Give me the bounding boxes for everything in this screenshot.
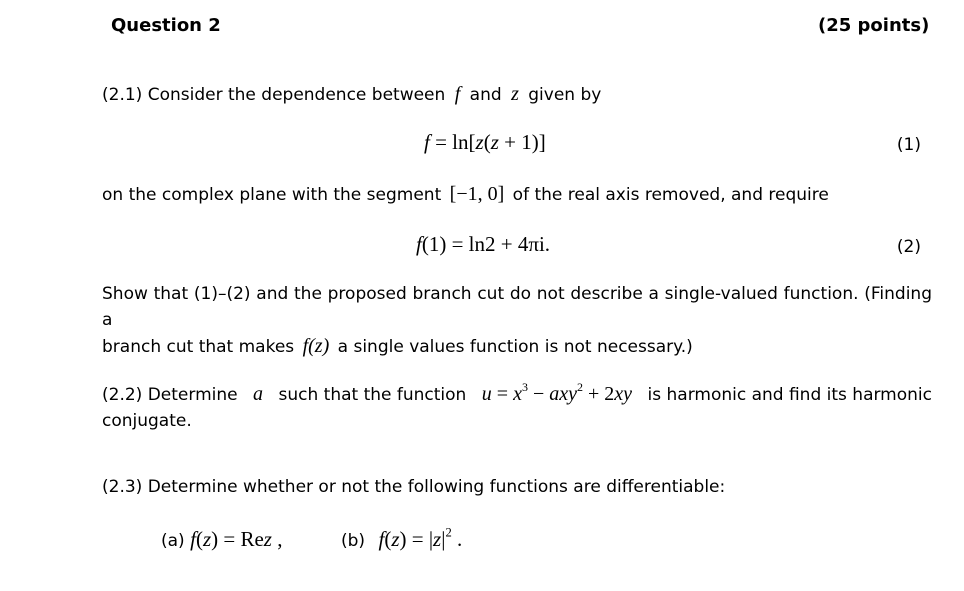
- item-b-label: (b): [341, 531, 366, 551]
- equation-2: f(1) = ln2 + 4πi.: [416, 232, 551, 256]
- show-line-1: Show that (1)–(2) and the proposed branch cut do not describe a single-valued function. (Finding a: [102, 284, 932, 330]
- var-z: z: [511, 83, 519, 105]
- show-paragraph: [102, 281, 932, 360]
- points-label: (25 points): [818, 15, 930, 36]
- equation-1: f = ln[z(z + 1)]: [424, 130, 546, 154]
- part2-line-2: conjugate.: [102, 411, 192, 431]
- function-u: $u = x^3 - axy^2 + 2xy$: [481, 380, 633, 405]
- question-title: Question 2: [111, 15, 221, 36]
- part2-paragraph: [102, 381, 932, 434]
- part3-text: (2.3) Determine whether or not the following functions are differentiable:: [102, 477, 726, 497]
- plane-text-before: on the complex plane with the segment: [102, 185, 442, 205]
- equation-1-number: (1): [896, 135, 921, 155]
- var-f: f: [454, 83, 461, 105]
- item-a: [161, 527, 282, 552]
- show-fz: f(z): [302, 335, 330, 357]
- plane-text-after: of the real axis removed, and require: [512, 185, 829, 205]
- segment-math: [−1, 0]: [449, 183, 505, 205]
- part1-intro: [102, 83, 601, 106]
- and-text: and: [469, 85, 502, 105]
- item-b-math: $f(z) = |z|^2$ .: [378, 525, 463, 551]
- part1-intro-text: (2.1) Consider the dependence between: [102, 85, 446, 105]
- item-a-math: f(z) = Rez ,: [190, 527, 283, 551]
- item-b: [341, 527, 462, 552]
- plane-text: [102, 183, 829, 206]
- var-a: a: [253, 383, 264, 405]
- given-by-text: given by: [528, 85, 602, 105]
- part2-line-1: (2.2) Determine a such that the function $u = x^3 - axy^2 + 2xy$ is harmonic and find its harmonic: [102, 380, 932, 405]
- item-a-label: (a): [161, 531, 185, 551]
- equation-2-number: (2): [896, 237, 921, 257]
- show-line-2: branch cut that makes f(z) a single values function is not necessary.): [102, 335, 693, 357]
